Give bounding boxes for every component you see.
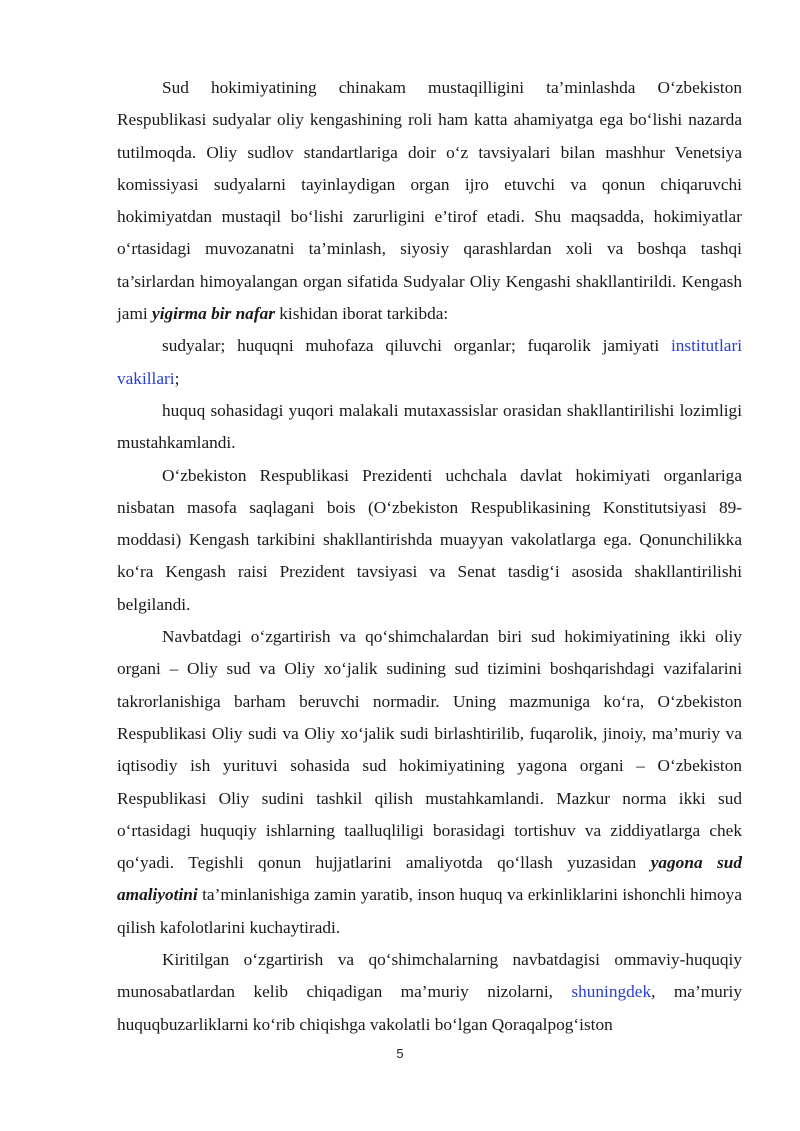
- text-span: kishidan iborat tarkibda:: [274, 304, 449, 324]
- page-number: 5: [396, 1046, 404, 1061]
- highlighted-term-link[interactable]: institutlari vakillari: [117, 336, 742, 388]
- highlighted-term-link[interactable]: shuningdek: [571, 982, 652, 1002]
- text-span: , ma’muriy huquqbuzarliklarni ko‘rib chiqishga vakolatli bo‘lgan Qoraqalpog‘iston: [117, 982, 742, 1034]
- text-span: O‘zbekiston Respublikasi Prezidenti uchchala davlat hokimiyati organlariga nisbatan masofa saqlagani bois (O‘zbekiston Respublikasining Konstitutsiyasi 89-moddasi) Kengash tarkibini shakllantirishda muayyan vakolatlarga ega. Qonunchilikka ko‘ra Kengash raisi Prezident tavsiyasi va Senat tasdig‘i asosida shakllantirilishi belgilandi.: [117, 465, 742, 614]
- document-body: [117, 72, 742, 1041]
- text-span: Sud hokimiyatining chinakam mustaqilligini ta’minlashda O‘zbekiston Respublikasi sudyalar oliy kengashining roli ham katta ahamiyatga ega bo‘lishi nazarda tutilmoqda. Oliy sudlov standartlariga doir o‘z tavsiyalari bilan mashhur Venetsiya komissiyasi sudyalarni tayinlaydigan organ ijro etuvchi va qonun chiqaruvchi hokimiyatdan mustaqil bo‘lishi zarurligini e’tirof etadi. Shu maqsadda, hokimiyatlar o‘rtasidagi muvozanatni ta’minlash, siyosiy qarashlardan xoli va boshqa tashqi ta’sirlardan himoyalangan organ sifatida Sudyalar Oliy Kengashi shakllantirildi. Kengash jami: [117, 78, 742, 324]
- emphasis-text: yigirma bir nafar: [152, 304, 275, 324]
- text-span: Navbatdagi o‘zgartirish va qo‘shimchalardan biri sud hokimiyatining ikki oliy organi – Oliy sud va Oliy xo‘jalik sudining sud tizimini boshqarishdagi vazifalarini takrorlanishiga barham beruvchi normadir. Uning mazmuniga ko‘ra, O‘zbekiston Respublikasi Oliy sudi va Oliy xo‘jalik sudi birlashtirilib, fuqarolik, jinoiy, ma’muriy va iqtisodiy ish yurituvi sohasida sud hokimiyatining yagona organi – O‘zbekiston Respublikasi Oliy sudini tashkil qilish mustahkamlandi. Mazkur norma ikki sud o‘rtasidagi huquqiy ishlarning taalluqliligi borasidagi tortishuv va ziddiyatlarga chek qo‘yadi. Tegishli qonun hujjatlarini amaliyotda qo‘llash yuzasidan: [117, 627, 742, 873]
- text-span: Kiritilgan o‘zgartirish va qo‘shimchalarning navbatdagisi ommaviy-huquqiy munosabatlardan kelib chiqadigan ma’muriy nizolarni,: [117, 950, 742, 1002]
- paragraph: [117, 395, 742, 460]
- paragraph: [117, 330, 742, 395]
- text-span: ;: [174, 368, 180, 388]
- paragraph: [117, 944, 742, 1041]
- text-span: sudyalar; huquqni muhofaza qiluvchi organlar; fuqarolik jamiyati: [162, 336, 671, 356]
- paragraph: [117, 621, 742, 944]
- text-span: huquq sohasidagi yuqori malakali mutaxassislar orasidan shakllantirilishi lozimligi mustahkamlandi.: [117, 400, 742, 453]
- text-span: ta’minlanishiga zamin yaratib, inson huquq va erkinliklarini ishonchli himoya qilish kafolotlarini kuchaytiradi.: [117, 885, 742, 937]
- paragraph: [117, 72, 742, 330]
- emphasis-text: yagona sud amaliyotini: [117, 853, 742, 905]
- paragraph: [117, 460, 742, 621]
